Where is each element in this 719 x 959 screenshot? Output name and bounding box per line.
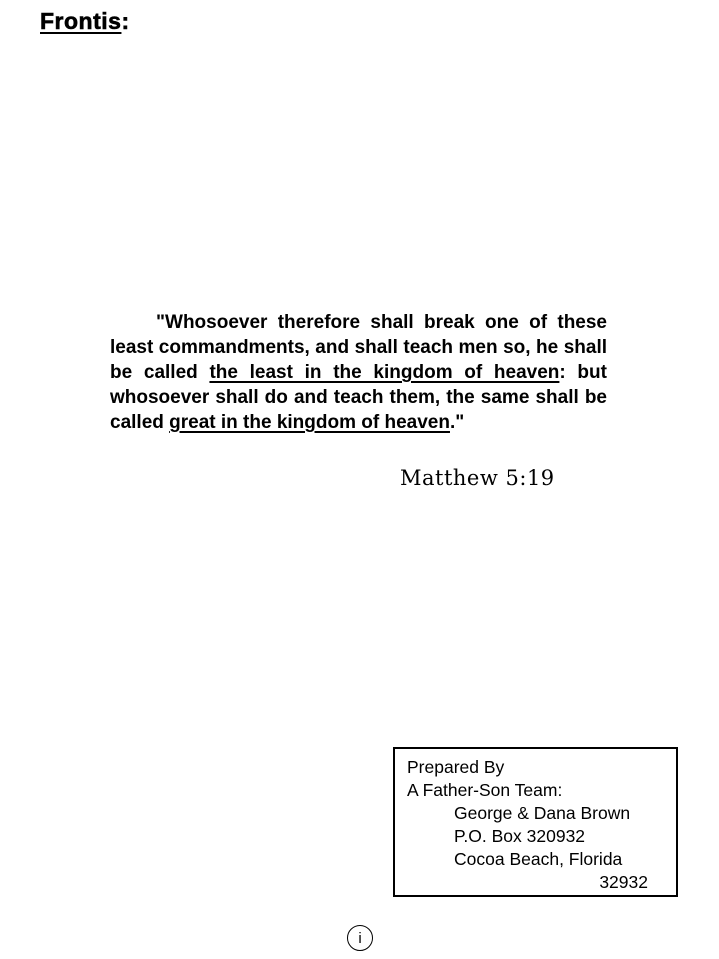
quote-segment: : but whosoever shall do and teach them, the same shall be called: [110, 362, 607, 433]
quote-segment: .": [449, 412, 465, 433]
prepared-box-line: P.O. Box 320932: [454, 826, 586, 846]
quote-segment: "Whosoever therefore shall break one of these least commandments, and shall teach men so, he shall be called: [110, 312, 607, 383]
prepared-box-line: A Father-Son Team:: [407, 780, 563, 800]
prepared-box-line: Cocoa Beach, Florida: [454, 849, 623, 869]
page-title: [40, 8, 130, 35]
quote-underlined-segment: the least in the kingdom of heaven: [209, 362, 560, 383]
prepared-box-line: 32932: [599, 872, 648, 892]
page-title-colon: :: [121, 8, 130, 34]
scripture-attribution: Matthew 5:19: [400, 466, 555, 490]
prepared-box-line: George & Dana Brown: [454, 803, 631, 823]
page-title-text: Frontis: [40, 8, 122, 34]
page-number-badge: [347, 925, 373, 951]
page-number-text: i: [358, 929, 362, 947]
prepared-box-line: Prepared By: [407, 757, 505, 777]
prepared-by-box: [393, 747, 678, 897]
quote-paragraph: [110, 310, 607, 435]
quote-underlined-segment: great in the kingdom of heaven: [169, 412, 450, 433]
